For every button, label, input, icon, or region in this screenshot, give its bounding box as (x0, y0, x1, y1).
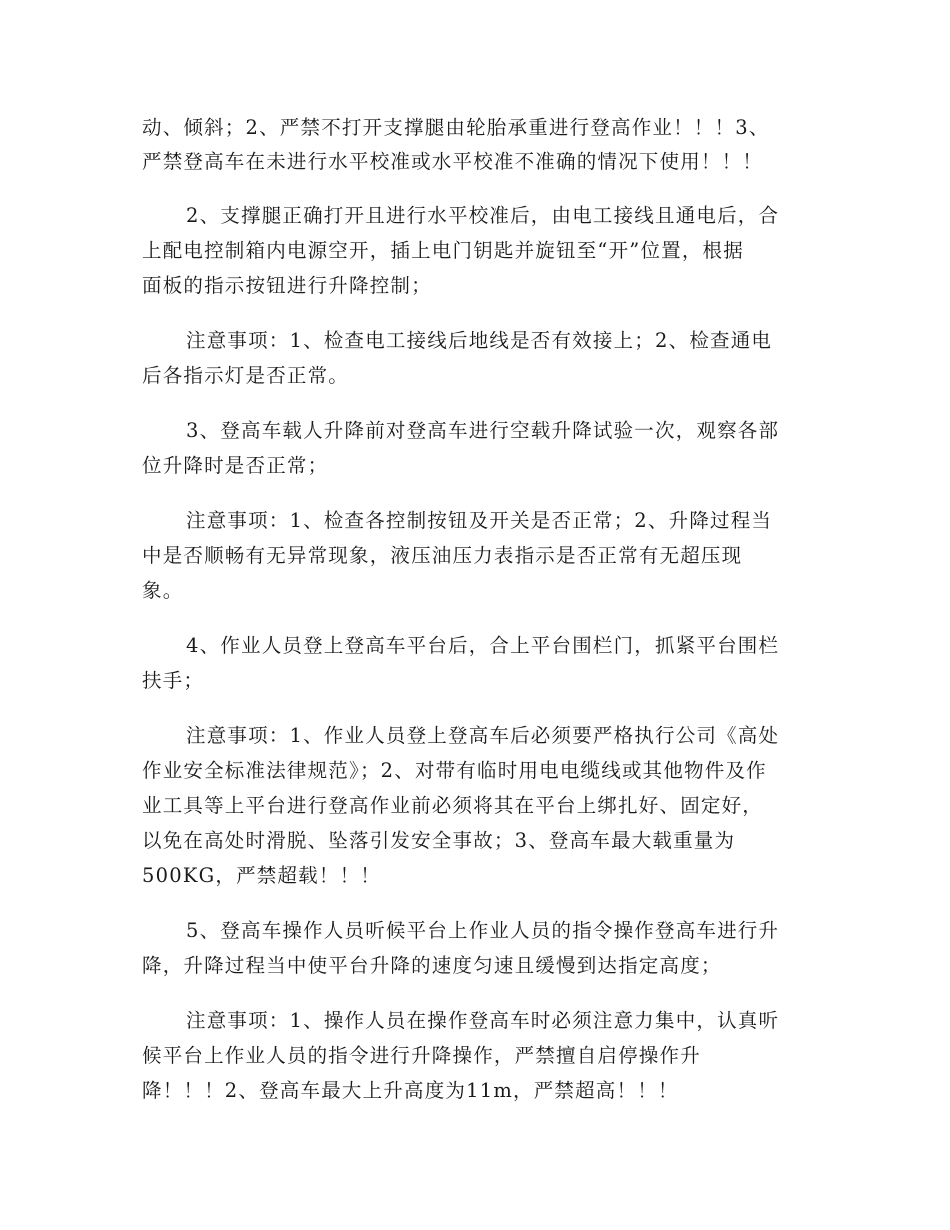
paragraph-start: 5、登高车操作人员听候平台上作业人员的指令操作登高车进行升 (186, 919, 780, 942)
text-line: 严禁登高车在未进行水平校准或水平校准不准确的情况下使用！！！ (142, 150, 764, 173)
text-line: 候平台上作业人员的指令进行升降操作，严禁擅自启停操作升 (142, 1044, 701, 1067)
paragraph-start: 4、作业人员登上登高车平台后，合上平台围栏门，抓紧平台围栏 (186, 634, 780, 657)
paragraph-start: 注意事项：1、检查各控制按钮及开关是否正常；2、升降过程当 (186, 509, 773, 532)
text-line: 动、倾斜；2、严禁不打开支撑腿由轮胎承重进行登高作业！！！3、 (142, 116, 770, 139)
text-line: 面板的指示按钮进行升降控制； (142, 274, 432, 297)
text-line: 后各指示灯是否正常。 (142, 364, 350, 387)
text-line: 中是否顺畅有无异常现象，液压油压力表指示是否正常有无超压现 (142, 544, 743, 567)
paragraph-start: 注意事项：1、操作人员在操作登高车时必须注意力集中，认真听 (186, 1009, 780, 1032)
text-line: 以免在高处时滑脱、坠落引发安全事故；3、登高车最大载重量为 (142, 829, 736, 852)
text-line: 降，升降过程当中使平台升降的速度匀速且缓慢到达指定高度； (142, 954, 722, 977)
text-line: 500KG，严禁超载！！！ (142, 864, 381, 887)
text-line: 扶手； (142, 669, 205, 692)
paragraph-start: 2、支撑腿正确打开且进行水平校准后，由电工接线且通电后，合 (186, 204, 780, 227)
text-line: 业工具等上平台进行登高作业前必须将其在平台上绑扎好、固定好， (142, 794, 764, 817)
text-line: 作业安全标准法律规范》；2、对带有临时用电电缆线或其他物件及作 (142, 759, 767, 782)
paragraph-start: 注意事项：1、检查电工接线后地线是否有效接上；2、检查通电 (186, 329, 773, 352)
text-line: 上配电控制箱内电源空开，插上电门钥匙并旋钮至“开”位置，根据 (142, 239, 744, 262)
text-line: 象。 (142, 579, 184, 602)
paragraph-start: 3、登高车载人升降前对登高车进行空载升降试验一次，观察各部 (186, 419, 780, 442)
paragraph-start: 注意事项：1、作业人员登上登高车后必须要严格执行公司《高处 (186, 724, 780, 747)
text-line: 降！！！2、登高车最大上升高度为11m，严禁超高！！！ (142, 1079, 679, 1102)
text-line: 位升降时是否正常； (142, 454, 329, 477)
